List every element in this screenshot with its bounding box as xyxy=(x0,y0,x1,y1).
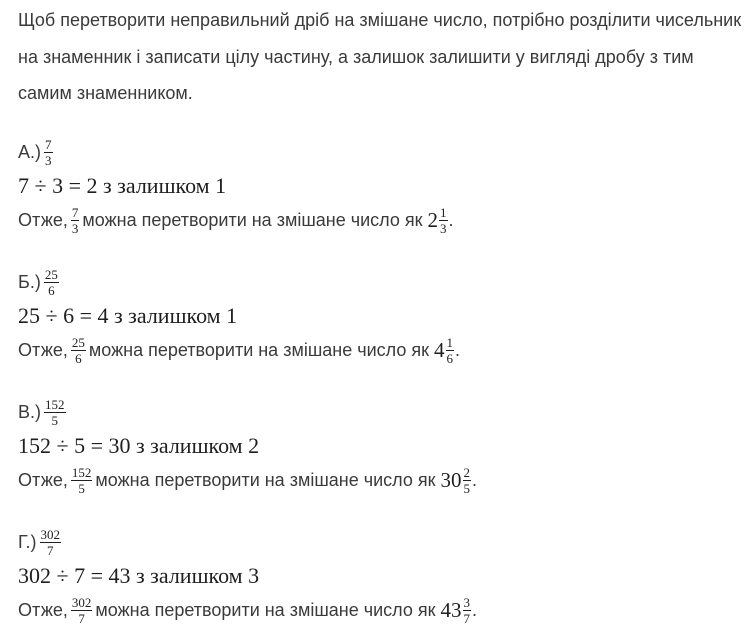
fraction-numerator: 25 xyxy=(44,266,58,282)
mixed-number xyxy=(428,206,449,235)
fraction-denominator: 3 xyxy=(71,220,79,236)
fraction-numerator: 152 xyxy=(71,464,92,480)
mixed-number xyxy=(441,466,473,495)
conclusion-line xyxy=(18,592,477,628)
remainder-word: з залишком xyxy=(102,173,210,198)
conclusion-prefix: Отже, xyxy=(18,339,68,360)
division-expression: 152 ÷ 5 = 30 xyxy=(18,433,131,458)
item-label-line xyxy=(18,262,62,302)
mixed-whole: 30 xyxy=(440,467,462,492)
mixed-fraction xyxy=(463,466,472,495)
conclusion-fraction xyxy=(71,596,93,625)
fraction-numerator: 152 xyxy=(45,396,65,412)
conclusion-text: можна перетворити на змішане число як xyxy=(82,209,423,230)
division-line xyxy=(18,300,237,332)
conclusion-fraction xyxy=(71,206,80,235)
division-line xyxy=(18,430,259,462)
sentence-end: . xyxy=(455,339,461,360)
item-label-line xyxy=(18,132,56,172)
remainder-value: 3 xyxy=(248,563,260,588)
fraction-numerator: 7 xyxy=(45,136,52,152)
fraction-numerator: 302 xyxy=(71,594,92,610)
fraction-denominator: 7 xyxy=(47,542,54,558)
remainder-word: з залишком xyxy=(135,563,243,588)
remainder-word: з залишком xyxy=(113,303,221,328)
sentence-end: . xyxy=(448,209,454,230)
remainder-value: 2 xyxy=(248,433,260,458)
conclusion-prefix: Отже, xyxy=(18,209,68,230)
fraction-denominator: 6 xyxy=(48,282,55,298)
fraction-numerator: 302 xyxy=(40,526,61,542)
conclusion-text: можна перетворити на змішане число як xyxy=(95,599,436,620)
item-label: Б.) xyxy=(18,271,41,292)
item-fraction xyxy=(44,138,53,167)
sentence-end: . xyxy=(472,599,478,620)
item-label: В.) xyxy=(18,401,42,422)
fraction-denominator: 7 xyxy=(463,610,470,626)
item-fraction xyxy=(44,398,66,427)
fraction-denominator: 6 xyxy=(75,350,82,366)
remainder-word: з залишком xyxy=(135,433,243,458)
item-label: Г.) xyxy=(18,531,37,552)
item-label-line xyxy=(18,392,69,432)
fraction-numerator: 1 xyxy=(446,334,453,350)
fraction-denominator: 6 xyxy=(446,350,453,366)
fraction-denominator: 5 xyxy=(51,412,59,428)
item-label: А.) xyxy=(18,141,42,162)
item-fraction xyxy=(40,528,62,557)
mixed-whole: 43 xyxy=(440,597,462,622)
fraction-denominator: 3 xyxy=(440,220,447,236)
conclusion-prefix: Отже, xyxy=(18,599,68,620)
mixed-number xyxy=(441,596,473,625)
mixed-whole: 2 xyxy=(427,207,438,232)
mixed-fraction xyxy=(463,596,472,625)
fraction-numerator: 2 xyxy=(463,464,470,480)
mixed-fraction xyxy=(439,206,448,235)
division-line xyxy=(18,560,259,592)
mixed-whole: 4 xyxy=(434,337,445,362)
division-line xyxy=(18,170,226,202)
division-expression: 25 ÷ 6 = 4 xyxy=(18,303,109,328)
conclusion-fraction xyxy=(71,466,93,495)
mixed-number xyxy=(434,336,455,365)
conclusion-text: можна перетворити на змішане число як xyxy=(95,469,436,490)
item-label-line xyxy=(18,522,64,562)
fraction-denominator: 7 xyxy=(78,610,85,626)
division-expression: 302 ÷ 7 = 43 xyxy=(18,563,131,588)
fraction-numerator: 3 xyxy=(463,594,470,610)
fraction-denominator: 3 xyxy=(45,152,52,168)
intro-paragraph: Щоб перетворити неправильний дріб на змішане число, потрібно розділити чисельник на знаменник і записати цілу частину, а залишок залишити у вигляді дробу з тим самим знаменником. xyxy=(18,10,742,103)
conclusion-line xyxy=(18,462,477,498)
remainder-value: 1 xyxy=(215,173,227,198)
division-expression: 7 ÷ 3 = 2 xyxy=(18,173,98,198)
conclusion-line xyxy=(18,332,460,368)
fraction-denominator: 5 xyxy=(78,480,85,496)
conclusion-fraction xyxy=(71,336,86,365)
fraction-denominator: 5 xyxy=(463,480,470,496)
conclusion-prefix: Отже, xyxy=(18,469,68,490)
fraction-numerator: 7 xyxy=(71,204,79,220)
item-fraction xyxy=(44,268,59,297)
remainder-value: 1 xyxy=(226,303,238,328)
sentence-end: . xyxy=(472,469,478,490)
fraction-numerator: 1 xyxy=(440,204,447,220)
conclusion-text: можна перетворити на змішане число як xyxy=(88,339,429,360)
mixed-fraction xyxy=(446,336,455,365)
conclusion-line xyxy=(18,202,454,238)
fraction-numerator: 25 xyxy=(71,334,85,350)
